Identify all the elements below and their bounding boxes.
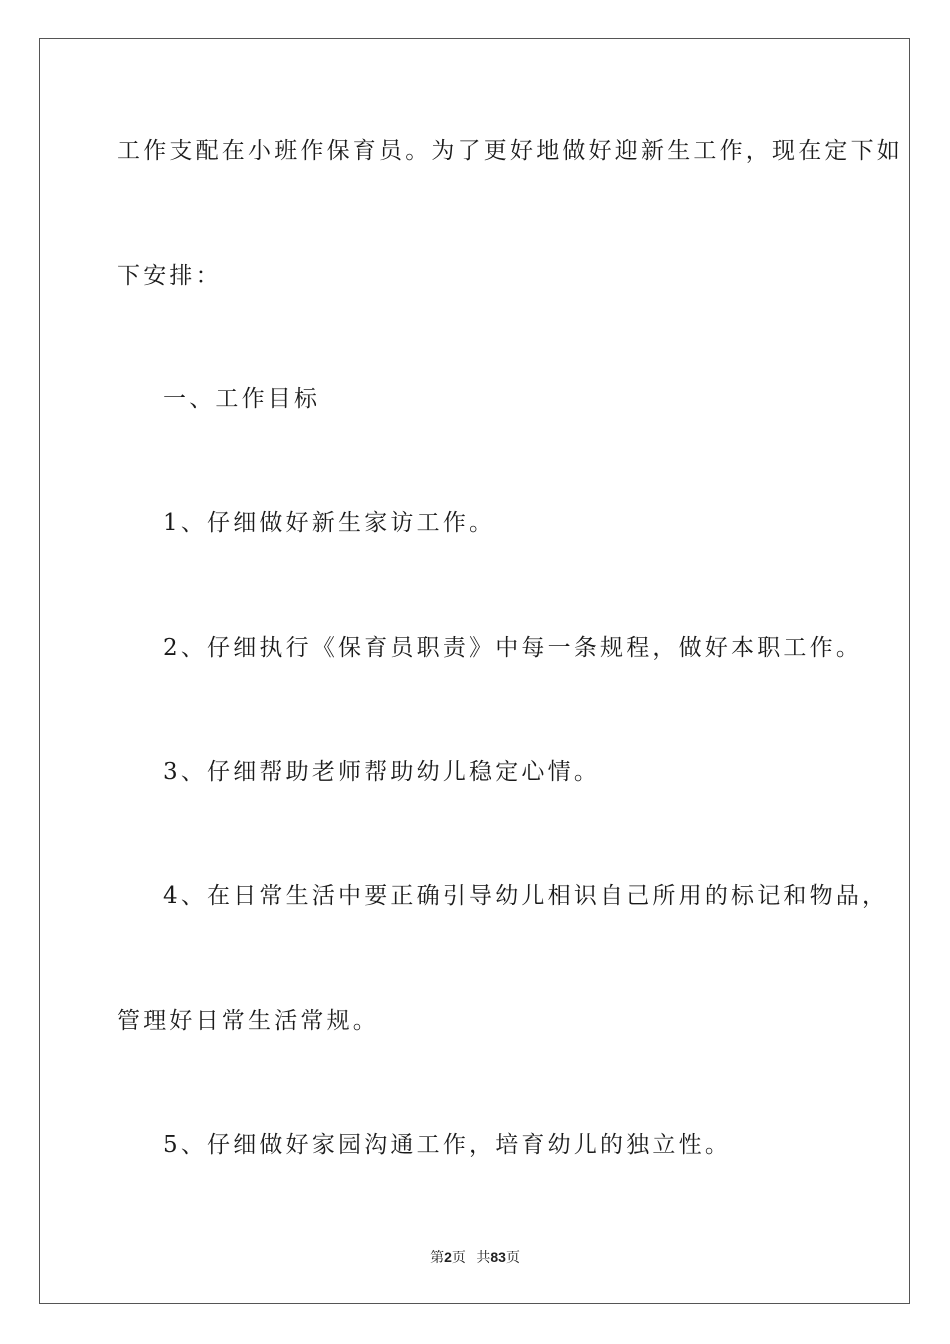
- page-prefix: 第: [430, 1251, 445, 1266]
- list-item: 1、仔细做好新生家访工作。: [163, 510, 496, 536]
- body-text-line: 工作支配在小班作保育员。为了更好地做好迎新生工作，现在定下如: [117, 138, 903, 164]
- list-item-continuation: 管理好日常生活常规。: [117, 1008, 379, 1034]
- total-suffix: 页: [505, 1251, 520, 1266]
- list-item: 4、在日常生活中要正确引导幼儿相识自己所用的标记和物品，: [163, 883, 889, 909]
- page-suffix: 页: [451, 1251, 466, 1266]
- list-item: 5、仔细做好家园沟通工作，培育幼儿的独立性。: [163, 1132, 732, 1158]
- page-footer: [0, 1247, 950, 1267]
- page-number: 2: [444, 1249, 452, 1265]
- total-prefix: 共: [476, 1251, 491, 1266]
- list-item: 2、仔细执行《保育员职责》中每一条规程，做好本职工作。: [163, 635, 863, 661]
- list-item: 3、仔细帮助老师帮助幼儿稳定心情。: [163, 759, 601, 785]
- total-pages: 83: [490, 1249, 506, 1265]
- section-heading: 一、工作目标: [163, 386, 321, 412]
- page-border: [39, 38, 910, 1304]
- body-text-line: 下安排：: [117, 263, 222, 289]
